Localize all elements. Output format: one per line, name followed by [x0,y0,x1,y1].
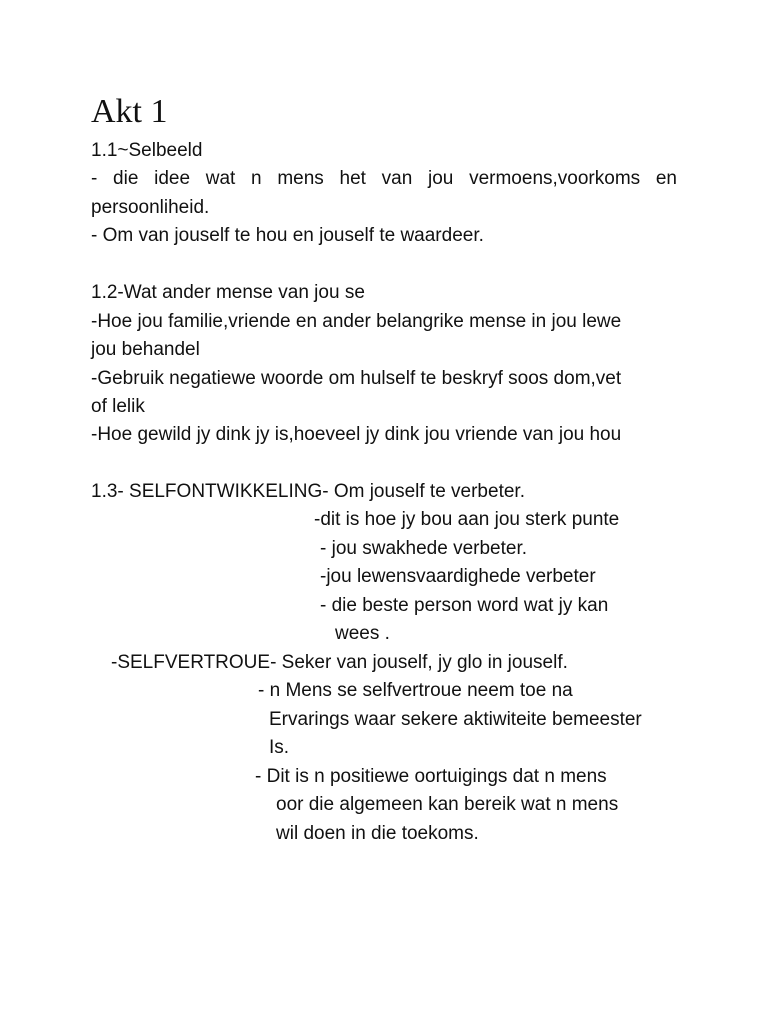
selfvertroue-line-4: - Dit is n positiewe oortuigings dat n mens [255,766,607,787]
section-1-2-line-4: of lelik [91,396,145,417]
section-1-1-heading: 1.1~Selbeeld [91,140,203,161]
section-1-1-line-2: persoonliheid. [91,197,210,218]
selfvertroue-heading: -SELFVERTROUE- Seker van jouself, jy glo in jouself. [111,652,568,673]
section-1-3-heading: 1.3- SELFONTWIKKELING- Om jouself te verbeter. [91,481,525,502]
section-1-2-heading: 1.2-Wat ander mense van jou se [91,282,365,303]
selfvertroue-line-5: oor die algemeen kan bereik wat n mens [276,794,619,815]
section-1-2-line-5: -Hoe gewild jy dink jy is,hoeveel jy dink jou vriende van jou hou [91,424,622,445]
section-1-2-line-1: -Hoe jou familie,vriende en ander belangrike mense in jou lewe [91,311,622,332]
section-1-3-line-2: - jou swakhede verbeter. [320,538,528,559]
selfvertroue-line-1: - n Mens se selfvertroue neem toe na [258,680,573,701]
section-1-2-line-3: -Gebruik negatiewe woorde om hulself te beskryf soos dom,vet [91,368,622,389]
selfvertroue-line-6: wil doen in die toekoms. [276,823,479,844]
section-1-2-line-2: jou behandel [91,339,200,360]
selfvertroue-line-3: Is. [269,737,290,758]
section-1-3-line-5: wees . [335,623,390,644]
section-1-3-line-1: -dit is hoe jy bou aan jou sterk punte [314,509,620,530]
section-1-1-line-1: - die idee wat n mens het van jou vermoens,voorkoms en [91,168,677,189]
section-1-3-line-3: -jou lewensvaardighede verbeter [320,566,596,587]
section-1-1-line-3: - Om van jouself te hou en jouself te waardeer. [91,225,484,246]
selfvertroue-line-2: Ervarings waar sekere aktiwiteite bemeester [269,709,642,730]
section-1-3-line-4: - die beste person word wat jy kan [320,595,609,616]
document-title: Akt 1 [91,93,168,130]
